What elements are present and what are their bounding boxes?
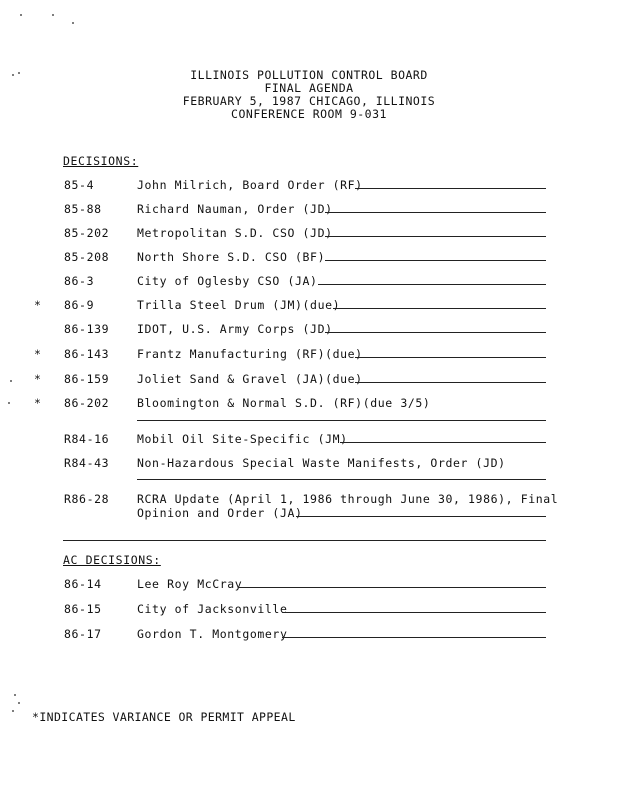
item-description: North Shore S.D. CSO (BF) — [137, 250, 326, 264]
section-divider — [63, 540, 546, 541]
scan-speck — [20, 14, 22, 16]
docket-number: 86-15 — [64, 602, 102, 616]
list-item — [0, 396, 618, 412]
fill-line — [325, 332, 546, 333]
variance-marker: * — [34, 347, 42, 361]
item-description: Lee Roy McCray — [137, 577, 243, 591]
docket-number: 86-159 — [64, 372, 110, 386]
list-item — [0, 456, 618, 472]
fill-line — [282, 637, 546, 638]
scan-speck — [12, 710, 14, 712]
list-item — [0, 347, 618, 363]
docket-number: 85-208 — [64, 250, 110, 264]
scan-speck — [14, 694, 16, 696]
fill-line — [333, 308, 546, 309]
docket-number: R84-43 — [64, 456, 110, 470]
docket-number: 86-202 — [64, 396, 110, 410]
docket-number: 86-139 — [64, 322, 110, 336]
list-item — [0, 274, 618, 290]
list-item — [0, 577, 618, 593]
fill-line — [325, 236, 546, 237]
fill-line — [137, 420, 546, 421]
docket-number: 85-4 — [64, 178, 95, 192]
fill-line — [238, 587, 546, 588]
list-item — [0, 250, 618, 266]
item-description: IDOT, U.S. Army Corps (JD) — [137, 322, 333, 336]
fill-line — [137, 479, 546, 480]
scan-speck — [52, 14, 54, 16]
scan-speck — [72, 22, 74, 24]
fill-line — [296, 516, 546, 517]
docket-number: 86-143 — [64, 347, 110, 361]
fill-line — [325, 212, 546, 213]
item-description: Frantz Manufacturing (RF)(due) — [137, 347, 363, 361]
fill-line — [282, 612, 546, 613]
meeting-date-location: FEBRUARY 5, 1987 CHICAGO, ILLINOIS — [182, 94, 436, 108]
docket-number: 85-202 — [64, 226, 110, 240]
variance-marker: * — [34, 298, 42, 312]
list-item — [0, 226, 618, 242]
fill-line — [325, 260, 546, 261]
item-description: City of Oglesby CSO (JA) — [137, 274, 318, 288]
item-description: Metropolitan S.D. CSO (JD) — [137, 226, 333, 240]
item-description: City of Jacksonville — [137, 602, 288, 616]
list-item — [0, 627, 618, 643]
item-description: Richard Nauman, Order (JD) — [137, 202, 333, 216]
docket-number: 85-88 — [64, 202, 102, 216]
list-item — [0, 298, 618, 314]
fill-line — [355, 188, 546, 189]
variance-marker: * — [34, 372, 42, 386]
docket-number: 86-9 — [64, 298, 95, 312]
docket-number: R84-16 — [64, 432, 110, 446]
fill-line — [355, 382, 546, 383]
item-description-line2: Opinion and Order (JA) — [137, 506, 303, 520]
list-item — [0, 322, 618, 338]
docket-number: R86-28 — [64, 492, 110, 506]
footnote: *INDICATES VARIANCE OR PERMIT APPEAL — [32, 710, 296, 724]
fill-line — [355, 357, 546, 358]
variance-marker: * — [34, 396, 42, 410]
docket-number: 86-17 — [64, 627, 102, 641]
item-description: Mobil Oil Site-Specific (JM) — [137, 432, 348, 446]
list-item — [0, 202, 618, 218]
ac-decisions-heading: AC DECISIONS: — [63, 553, 161, 567]
fill-line — [340, 442, 546, 443]
item-description: Non-Hazardous Special Waste Manifests, Order (JD) — [137, 456, 506, 470]
list-item — [0, 432, 618, 448]
item-description: Gordon T. Montgomery — [137, 627, 288, 641]
docket-number: 86-3 — [64, 274, 95, 288]
agenda-title: FINAL AGENDA — [264, 81, 354, 95]
item-description: John Milrich, Board Order (RF) — [137, 178, 363, 192]
fill-line — [318, 284, 546, 285]
list-item — [0, 492, 618, 522]
meeting-room: CONFERENCE ROOM 9-031 — [231, 107, 387, 121]
board-title: ILLINOIS POLLUTION CONTROL BOARD — [190, 68, 428, 82]
item-description-line1: RCRA Update (April 1, 1986 through June 30, 1986), Final — [137, 492, 559, 506]
item-description: Bloomington & Normal S.D. (RF)(due 3/5) — [137, 396, 431, 410]
item-description: Trilla Steel Drum (JM)(due) — [137, 298, 341, 312]
item-description: Joliet Sand & Gravel (JA)(due) — [137, 372, 363, 386]
scan-speck — [18, 702, 20, 704]
list-item — [0, 372, 618, 388]
docket-number: 86-14 — [64, 577, 102, 591]
list-item — [0, 602, 618, 618]
list-item — [0, 178, 618, 194]
decisions-heading: DECISIONS: — [63, 154, 139, 168]
